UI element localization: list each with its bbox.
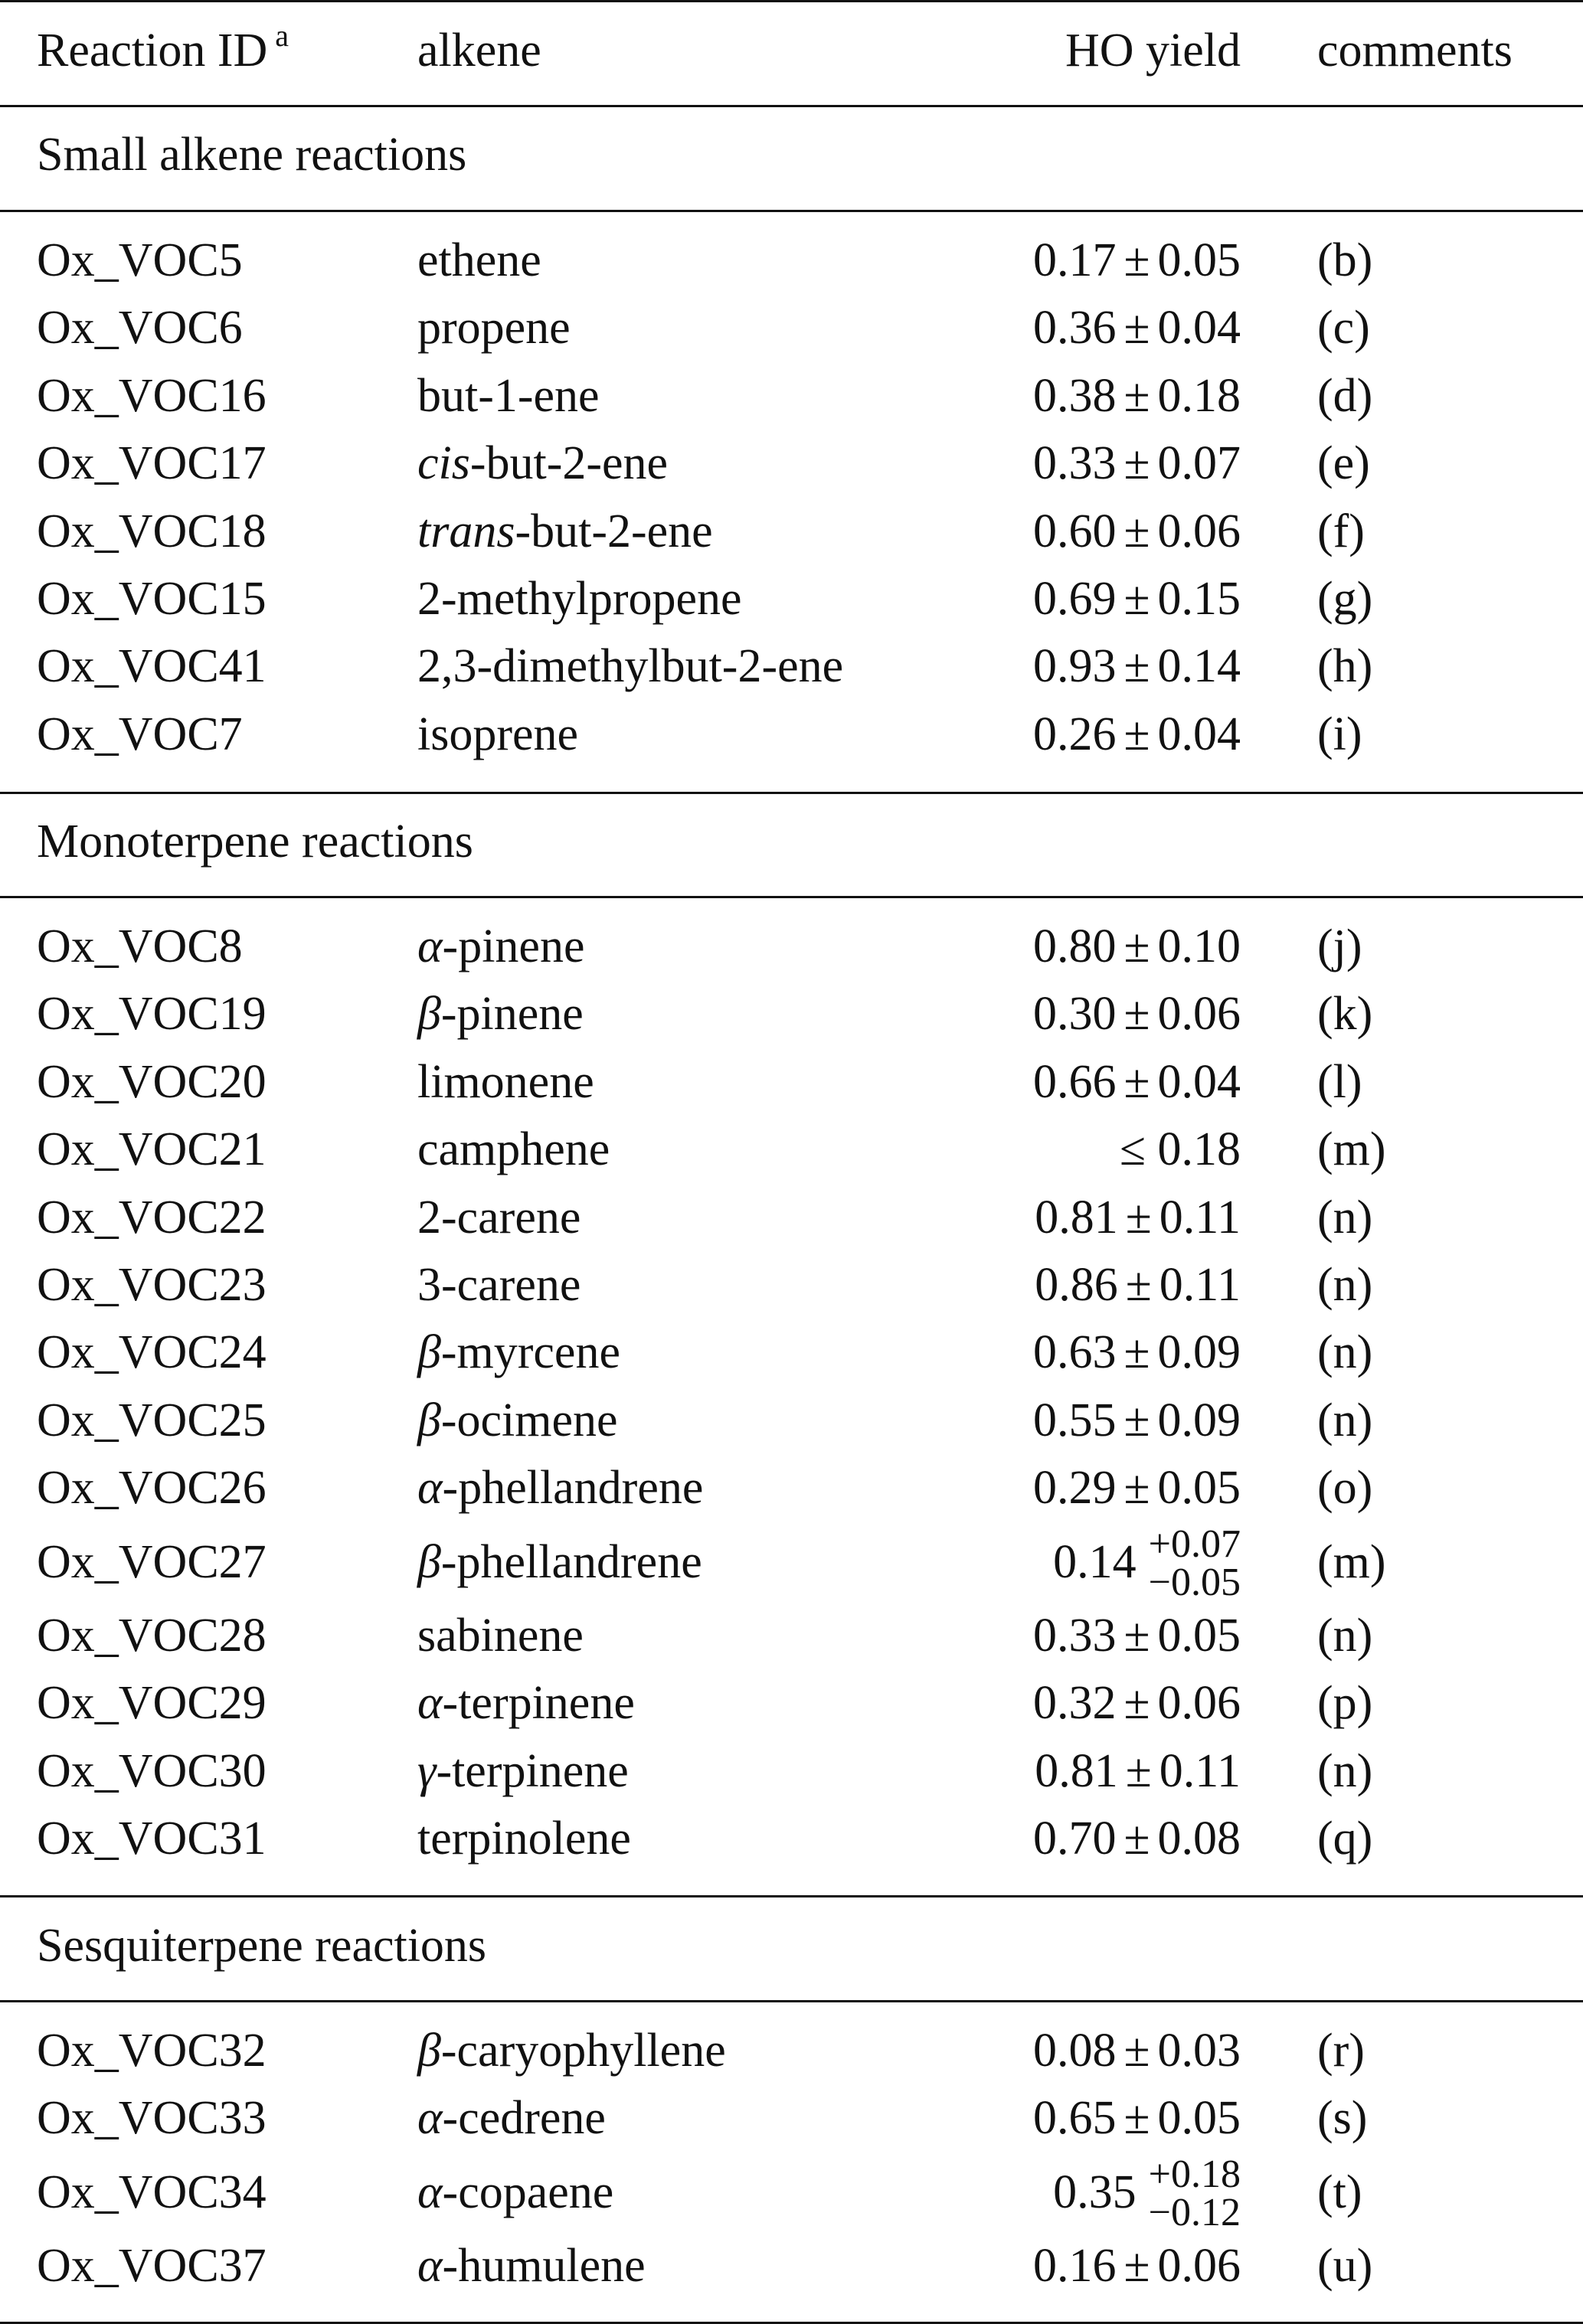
reaction-id: Ox_VOC18 — [37, 505, 267, 557]
reaction-id: Ox_VOC5 — [37, 234, 243, 286]
alkene-name — [417, 1737, 629, 1805]
reaction-id: Ox_VOC34 — [37, 2166, 267, 2218]
alkene-prefix: β — [417, 1326, 441, 1378]
comment-ref: (p) — [1317, 1677, 1373, 1729]
plus-minus-sign: ± — [1123, 1056, 1150, 1108]
plus-minus-sign: ± — [1123, 708, 1150, 760]
reaction-id: Ox_VOC17 — [37, 437, 267, 489]
table-row — [0, 632, 1583, 700]
ho-yield-asymmetric-error — [1148, 2152, 1241, 2234]
comment-ref: (m) — [1317, 1123, 1386, 1175]
plus-minus-sign: ± — [1125, 1259, 1152, 1311]
table-row — [0, 913, 1583, 980]
ho-yield-upper-error: +0.07 — [1148, 1522, 1241, 1566]
ho-yield — [1033, 632, 1241, 700]
ho-yield-error: 0.05 — [1157, 1610, 1241, 1662]
ho-yield — [1035, 1251, 1241, 1319]
alkene-name — [417, 1454, 703, 1522]
ho-yield — [1033, 1454, 1241, 1522]
ho-yield — [1033, 2017, 1241, 2084]
comment-ref: (n) — [1317, 1610, 1373, 1662]
ho-yield — [1033, 1048, 1241, 1116]
alkene-name — [417, 227, 541, 294]
alkene-base-name: camphene — [417, 1123, 610, 1175]
ho-yield — [1033, 1602, 1241, 1669]
reaction-id: Ox_VOC8 — [37, 920, 243, 972]
table-row — [0, 1669, 1583, 1737]
alkene-base-name: -but-2-ene — [469, 437, 669, 489]
ho-yield-bound: ≤ 0.18 — [1119, 1123, 1241, 1175]
ho-yield-error: 0.11 — [1159, 1259, 1241, 1311]
comment-ref: (n) — [1317, 1745, 1373, 1797]
section-title: Small alkene reactions — [37, 129, 467, 181]
plus-minus-sign: ± — [1123, 2092, 1150, 2144]
ho-yield — [1033, 2232, 1241, 2299]
reaction-id: Ox_VOC25 — [37, 1394, 267, 1446]
table-row — [0, 1387, 1583, 1454]
alkene-base-name: sabinene — [417, 1610, 584, 1662]
ho-yield-error: 0.06 — [1157, 988, 1241, 1040]
table-row — [0, 1048, 1583, 1116]
ho-yield-error: 0.14 — [1157, 640, 1241, 692]
ho-yield — [1035, 1737, 1241, 1805]
table-row — [0, 1184, 1583, 1251]
alkene-name — [417, 632, 843, 700]
comment-ref: (h) — [1317, 640, 1373, 692]
alkene-prefix: α — [417, 2166, 443, 2218]
alkene-base-name: isoprene — [417, 708, 579, 760]
ho-yield-value: 0.32 — [1032, 1677, 1117, 1729]
comment-ref: (n) — [1317, 1259, 1373, 1311]
ho-yield-lower-error: −0.12 — [1148, 2191, 1241, 2234]
ho-yield-value: 0.69 — [1032, 573, 1117, 625]
reaction-id: Ox_VOC16 — [37, 370, 267, 422]
ho-yield-value: 0.30 — [1032, 988, 1117, 1040]
alkene-prefix: α — [417, 920, 443, 972]
reaction-id: Ox_VOC20 — [37, 1056, 267, 1108]
ho-yield-value: 0.38 — [1032, 370, 1117, 422]
ho-yield — [1033, 1669, 1241, 1737]
table-row — [0, 565, 1583, 632]
ho-yield-error: 0.08 — [1157, 1812, 1241, 1865]
alkene-name — [417, 1184, 581, 1251]
table-row — [0, 701, 1583, 768]
table-row — [0, 227, 1583, 294]
alkene-name — [417, 2232, 646, 2299]
plus-minus-sign: ± — [1123, 234, 1150, 286]
table-row — [0, 2152, 1583, 2234]
ho-yield — [1053, 1522, 1241, 1605]
header-reaction-id — [37, 17, 289, 90]
alkene-base-name: -terpinene — [442, 1677, 635, 1729]
table-row — [0, 1116, 1583, 1183]
alkene-name — [417, 1805, 631, 1872]
ho-yield — [1033, 1319, 1241, 1386]
comment-ref: (t) — [1317, 2166, 1362, 2218]
ho-yield-value: 0.86 — [1035, 1259, 1118, 1311]
ho-yield — [1033, 294, 1241, 361]
ho-yield-value: 0.17 — [1032, 234, 1117, 286]
ho-yield-value: 0.66 — [1032, 1056, 1117, 1108]
ho-yield-error: 0.03 — [1157, 2025, 1241, 2077]
ho-yield — [1035, 1184, 1241, 1251]
ho-yield-error: 0.05 — [1157, 234, 1241, 286]
table-row — [0, 362, 1583, 430]
ho-yield — [1033, 430, 1241, 497]
alkene-name — [417, 1528, 702, 1596]
alkene-base-name: ethene — [417, 234, 541, 286]
ho-yield — [1033, 2084, 1241, 2152]
reaction-id: Ox_VOC29 — [37, 1677, 267, 1729]
reaction-id: Ox_VOC22 — [37, 1191, 267, 1244]
ho-yield — [1120, 1116, 1241, 1183]
alkene-prefix: γ — [417, 1745, 437, 1797]
ho-yield-value: 0.33 — [1032, 437, 1117, 489]
reaction-id: Ox_VOC30 — [37, 1745, 267, 1797]
alkene-base-name: 2-carene — [417, 1191, 581, 1244]
alkene-name — [417, 1048, 594, 1116]
reaction-id: Ox_VOC28 — [37, 1610, 267, 1662]
table-row — [0, 1737, 1583, 1805]
ho-yield-value: 0.80 — [1032, 920, 1117, 972]
ho-yield-value: 0.63 — [1032, 1326, 1117, 1378]
plus-minus-sign: ± — [1123, 573, 1150, 625]
alkene-prefix: β — [417, 988, 441, 1040]
alkene-name — [417, 2084, 606, 2152]
ho-yield — [1033, 980, 1241, 1048]
alkene-prefix: β — [417, 1394, 441, 1446]
ho-yield-error: 0.07 — [1157, 437, 1241, 489]
ho-yield-error: 0.06 — [1157, 505, 1241, 557]
ho-yield-value: 0.81 — [1035, 1191, 1118, 1244]
section-divider-rule — [0, 1895, 1583, 1897]
plus-minus-sign: ± — [1123, 370, 1150, 422]
alkene-name — [417, 913, 584, 980]
ho-yield-error: 0.06 — [1157, 1677, 1241, 1729]
plus-minus-sign: ± — [1125, 1745, 1152, 1797]
comment-ref: (m) — [1317, 1536, 1386, 1588]
comment-ref: (s) — [1317, 2092, 1368, 2144]
reaction-id: Ox_VOC19 — [37, 988, 267, 1040]
table-row — [0, 2232, 1583, 2299]
comment-ref: (n) — [1317, 1394, 1373, 1446]
header-row — [0, 17, 1583, 84]
alkene-name — [417, 980, 584, 1048]
alkene-base-name: -cedrene — [442, 2092, 606, 2144]
ho-yield-value: 0.70 — [1032, 1812, 1117, 1865]
alkene-prefix: α — [417, 2240, 443, 2292]
alkene-base-name: 3-carene — [417, 1259, 581, 1311]
reaction-id: Ox_VOC33 — [37, 2092, 267, 2144]
header-reaction-id-label: Reaction ID — [37, 25, 268, 77]
alkene-base-name: 2,3-dimethylbut-2-ene — [417, 640, 844, 692]
table-row — [0, 1805, 1583, 1872]
table-row — [0, 430, 1583, 497]
ho-yield-error: 0.11 — [1159, 1745, 1241, 1797]
alkene-name — [417, 294, 571, 361]
alkene-prefix: α — [417, 1462, 443, 1514]
reaction-id: Ox_VOC23 — [37, 1259, 267, 1311]
comment-ref: (d) — [1317, 370, 1373, 422]
ho-yield-lower-error: −0.05 — [1148, 1561, 1241, 1604]
reaction-id: Ox_VOC15 — [37, 573, 267, 625]
alkene-base-name: propene — [417, 302, 571, 354]
plus-minus-sign: ± — [1123, 1394, 1150, 1446]
section-title: Sesquiterpene reactions — [37, 1920, 487, 1972]
plus-minus-sign: ± — [1123, 920, 1150, 972]
comment-ref: (c) — [1317, 302, 1370, 354]
alkene-base-name: -humulene — [442, 2240, 646, 2292]
alkene-prefix: cis — [417, 437, 470, 489]
reaction-id: Ox_VOC26 — [37, 1462, 267, 1514]
reaction-id: Ox_VOC21 — [37, 1123, 267, 1175]
header-ho-yield: HO yield — [1065, 25, 1241, 77]
alkene-name — [417, 1319, 620, 1386]
comment-ref: (r) — [1317, 2025, 1365, 2077]
comment-ref: (q) — [1317, 1812, 1373, 1865]
table-row — [0, 980, 1583, 1048]
ho-yield-error: 0.09 — [1157, 1326, 1241, 1378]
alkene-base-name: but-1-ene — [417, 370, 600, 422]
table-row — [0, 1602, 1583, 1669]
table-row — [0, 1319, 1583, 1386]
alkene-name — [417, 2017, 726, 2084]
alkene-base-name: 2-methylpropene — [417, 573, 742, 625]
table-row — [0, 1454, 1583, 1522]
alkene-base-name: -myrcene — [440, 1326, 620, 1378]
ho-yield-error: 0.04 — [1157, 1056, 1241, 1108]
ho-yield — [1033, 362, 1241, 430]
ho-yield — [1053, 2152, 1241, 2235]
ho-yield-value: 0.29 — [1032, 1462, 1117, 1514]
ho-yield-error: 0.05 — [1157, 1462, 1241, 1514]
plus-minus-sign: ± — [1123, 1812, 1150, 1865]
ho-yield — [1033, 1387, 1241, 1454]
section-rule — [0, 2000, 1583, 2002]
plus-minus-sign: ± — [1123, 2240, 1150, 2292]
ho-yield-error: 0.11 — [1159, 1191, 1241, 1244]
header-rule — [0, 105, 1583, 107]
plus-minus-sign: ± — [1123, 437, 1150, 489]
ho-yield — [1033, 1805, 1241, 1872]
reaction-id: Ox_VOC31 — [37, 1812, 267, 1865]
ho-yield-upper-error: +0.18 — [1148, 2152, 1241, 2196]
plus-minus-sign: ± — [1123, 505, 1150, 557]
alkene-prefix: α — [417, 1677, 443, 1729]
ho-yield-error: 0.15 — [1157, 573, 1241, 625]
comment-ref: (l) — [1317, 1056, 1362, 1108]
alkene-name — [417, 430, 668, 497]
reaction-id: Ox_VOC32 — [37, 2025, 267, 2077]
reaction-id: Ox_VOC6 — [37, 302, 243, 354]
alkene-name — [417, 1387, 618, 1454]
alkene-name — [417, 1116, 610, 1183]
alkene-base-name: -but-2-ene — [515, 505, 713, 557]
ho-yield-value: 0.08 — [1032, 2025, 1117, 2077]
comment-ref: (n) — [1317, 1326, 1373, 1378]
table-row — [0, 2017, 1583, 2084]
alkene-name — [417, 1251, 581, 1319]
ho-yield-value: 0.60 — [1032, 505, 1117, 557]
comment-ref: (k) — [1317, 988, 1373, 1040]
reaction-id: Ox_VOC27 — [37, 1536, 267, 1588]
alkene-base-name: -caryophyllene — [440, 2025, 726, 2077]
alkene-prefix: β — [417, 2025, 441, 2077]
alkene-base-name: -phellandrene — [440, 1536, 702, 1588]
comment-ref: (n) — [1317, 1191, 1373, 1244]
ho-yield-error: 0.05 — [1157, 2092, 1241, 2144]
plus-minus-sign: ± — [1125, 1191, 1152, 1244]
alkene-name — [417, 1602, 584, 1669]
reaction-id: Ox_VOC24 — [37, 1326, 267, 1378]
ho-yield — [1033, 227, 1241, 294]
comment-ref: (f) — [1317, 505, 1365, 557]
alkene-name — [417, 498, 713, 565]
ho-yield-value: 0.65 — [1032, 2092, 1117, 2144]
section-title: Monoterpene reactions — [37, 816, 473, 868]
ho-yield — [1033, 498, 1241, 565]
ho-yield-error: 0.06 — [1157, 2240, 1241, 2292]
ho-yield — [1033, 565, 1241, 632]
alkene-base-name: -phellandrene — [442, 1462, 704, 1514]
section-rule — [0, 210, 1583, 212]
comment-ref: (u) — [1317, 2240, 1373, 2292]
plus-minus-sign: ± — [1123, 1610, 1150, 1662]
alkene-name — [417, 1669, 635, 1737]
reaction-id: Ox_VOC41 — [37, 640, 267, 692]
table-row — [0, 498, 1583, 565]
reaction-id: Ox_VOC37 — [37, 2240, 267, 2292]
ho-yield-value: 0.26 — [1032, 708, 1117, 760]
ho-yield-value: 0.16 — [1032, 2240, 1117, 2292]
alkene-prefix: β — [417, 1536, 441, 1588]
comment-ref: (j) — [1317, 920, 1362, 972]
comment-ref: (e) — [1317, 437, 1370, 489]
plus-minus-sign: ± — [1123, 988, 1150, 1040]
table-row — [0, 1251, 1583, 1319]
plus-minus-sign: ± — [1123, 1326, 1150, 1378]
ho-yield-error: 0.04 — [1157, 708, 1241, 760]
header-footnote-mark: a — [275, 18, 289, 53]
ho-yield-value: 0.55 — [1032, 1394, 1117, 1446]
ho-yield-value: 0.35 — [1053, 2166, 1137, 2219]
section-divider-rule — [0, 792, 1583, 794]
alkene-name — [417, 2159, 613, 2226]
table-row — [0, 2084, 1583, 2152]
alkene-base-name: -ocimene — [440, 1394, 618, 1446]
table-row — [0, 294, 1583, 361]
ho-yield-value: 0.14 — [1053, 1536, 1137, 1589]
ho-yield-error: 0.18 — [1157, 370, 1241, 422]
comment-ref: (o) — [1317, 1462, 1373, 1514]
ho-yield-error: 0.04 — [1157, 302, 1241, 354]
plus-minus-sign: ± — [1123, 1677, 1150, 1729]
reaction-id: Ox_VOC7 — [37, 708, 243, 760]
plus-minus-sign: ± — [1123, 640, 1150, 692]
alkene-base-name: -pinene — [442, 920, 585, 972]
top-rule — [0, 0, 1583, 2]
ho-yield-value: 0.81 — [1035, 1745, 1118, 1797]
alkene-prefix: trans — [417, 505, 515, 557]
table-row — [0, 1522, 1583, 1604]
ho-yield — [1033, 913, 1241, 980]
alkene-name — [417, 701, 578, 768]
ho-yield-error: 0.09 — [1157, 1394, 1241, 1446]
plus-minus-sign: ± — [1123, 1462, 1150, 1514]
comment-ref: (i) — [1317, 708, 1362, 760]
alkene-base-name: limonene — [417, 1056, 594, 1108]
section-rule — [0, 896, 1583, 898]
ho-yield-value: 0.93 — [1032, 640, 1117, 692]
ho-yield-asymmetric-error — [1148, 1522, 1241, 1604]
alkene-name — [417, 565, 742, 632]
alkene-prefix: α — [417, 2092, 443, 2144]
ho-yield — [1033, 701, 1241, 768]
alkene-base-name: -pinene — [440, 988, 584, 1040]
alkene-base-name: -copaene — [442, 2166, 614, 2218]
alkene-base-name: -terpinene — [436, 1745, 629, 1797]
header-alkene: alkene — [417, 25, 541, 77]
ho-yield-value: 0.33 — [1032, 1610, 1117, 1662]
header-comments: comments — [1317, 25, 1513, 77]
plus-minus-sign: ± — [1123, 2025, 1150, 2077]
ho-yield-error: 0.10 — [1157, 920, 1241, 972]
comment-ref: (b) — [1317, 234, 1373, 286]
alkene-base-name: terpinolene — [417, 1812, 631, 1865]
ho-yield-value: 0.36 — [1032, 302, 1117, 354]
alkene-name — [417, 362, 600, 430]
plus-minus-sign: ± — [1123, 302, 1150, 354]
comment-ref: (g) — [1317, 573, 1373, 625]
